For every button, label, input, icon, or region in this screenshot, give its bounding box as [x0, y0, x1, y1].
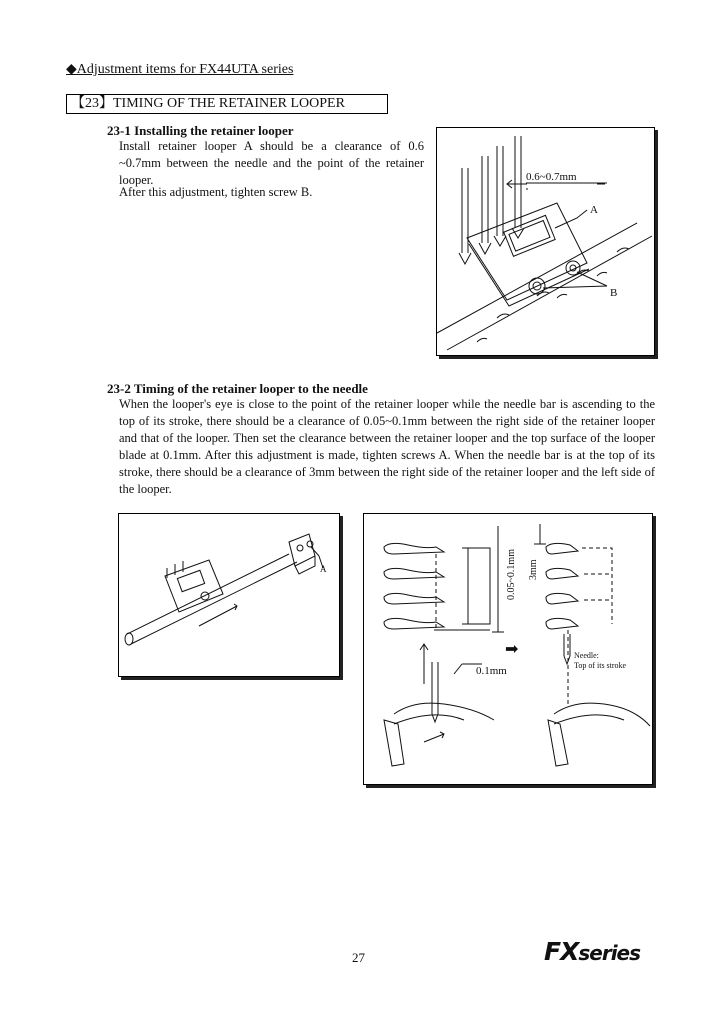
dim-clearance-label: 0.05~0.1mm [506, 549, 517, 600]
figure-retainer-looper-shaft [118, 513, 340, 677]
logo-main: FX [544, 937, 579, 966]
figure-retainer-looper-install [436, 127, 655, 356]
label-b: B [610, 287, 618, 299]
needle-label-line-1: Needle: [574, 651, 599, 660]
subsection-1-paragraph-2: After this adjustment, tighten screw B. [119, 185, 313, 199]
figure-1-drawing [437, 128, 654, 355]
figure-retainer-looper-timing [363, 513, 653, 785]
logo-suffix: series [578, 941, 641, 965]
dim-3mm-label: 3mm [528, 559, 539, 580]
arrow-icon: ➡ [505, 641, 519, 658]
subsection-1-paragraph-1: Install retainer looper A should be a clearance of 0.6 ~0.7mm between the needle and the point of the retainer looper. [119, 139, 424, 187]
clearance-label: 0.6~0.7mm [526, 171, 577, 183]
subsection-2-heading: 23-2 Timing of the retainer looper to the needle [107, 381, 368, 396]
dim-blade-label: 0.1mm [476, 665, 507, 677]
label-a: A [320, 564, 327, 574]
figure-2-drawing [119, 514, 339, 676]
subsection-2-body: When the looper's eye is close to the point of the retainer looper while the needle bar is ascending to the top of its stroke, there should be a clearance of 0.05~0.1mm between the right side of the retainer looper and that of the looper. Then set the clearance between the retainer looper and the top surface of the looper blade at 0.1mm. After this adjustment is made, tighten screws A. When the needle bar is at the top of its stroke, there should be a clearance of 3mm between the right side of the retainer looper and the left side of the looper. [119, 397, 655, 496]
needle-label-line-2: Top of its stroke [574, 661, 627, 670]
page-header: ◆Adjustment items for FX44UTA series [66, 62, 294, 77]
figure-3-drawing [364, 514, 652, 784]
section-title: 【23】TIMING OF THE RETAINER LOOPER [66, 94, 388, 114]
page-number: 27 [352, 950, 365, 965]
series-logo [544, 937, 640, 966]
subsection-1-heading: 23-1 Installing the retainer looper [107, 123, 294, 138]
label-a: A [590, 204, 598, 216]
